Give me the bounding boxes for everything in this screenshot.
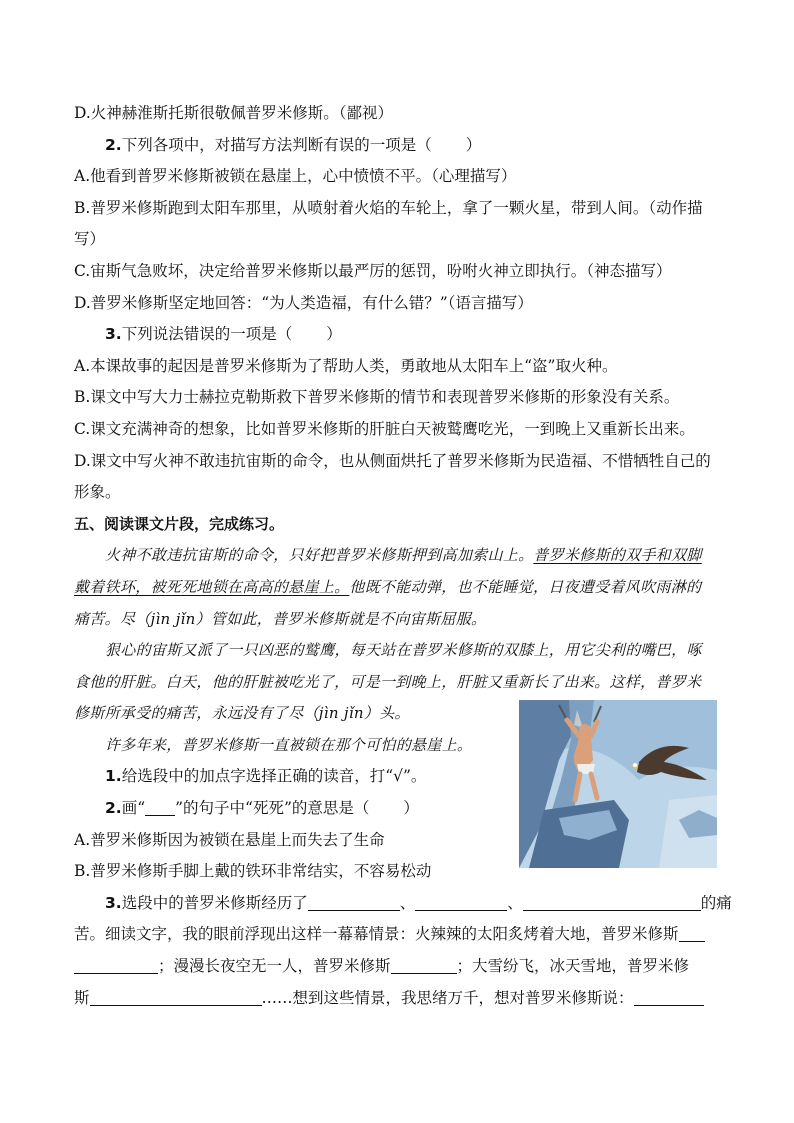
- option-b-q2: B.普罗米修斯跑到太阳车那里，从喷射着火焰的车轮上，拿了一颗火星，带到人间。（动作描: [74, 198, 703, 217]
- option-b-e2: B.普罗米修斯手脚上戴的铁环非常结实，不容易松动: [74, 862, 432, 881]
- separator: 、: [399, 893, 416, 912]
- exercise-3-line-4: [74, 983, 724, 1015]
- fill-blank-1[interactable]: [308, 892, 400, 911]
- underlined-sentence: 普罗米修斯的双手和双脚: [533, 546, 702, 565]
- fill-blank-6[interactable]: [90, 987, 262, 1006]
- illustration-svg: [519, 700, 717, 868]
- fill-blank-5[interactable]: [391, 955, 457, 974]
- passage-para-2-line-2: 食他的肝脏。白天，他的肝脏被吃光了，可是一到晚上，肝脏又重新长了出来。这样，普罗米: [74, 672, 702, 691]
- passage-para-2: 狠心的宙斯又派了一只凶恶的鹫鹰，每天站在普罗米修斯的双膝上，用它尖利的嘴巴，啄: [105, 641, 702, 660]
- passage-text: 火神不敢违抗宙斯的命令，只好把普罗米修斯押到高加索山上。: [105, 546, 534, 565]
- option-b-q3: B.课文中写大力士赫拉克勒斯救下普罗米修斯的情节和表现普罗米修斯的形象没有关系。: [74, 388, 680, 407]
- question-3: [74, 319, 724, 351]
- section-five-heading: 五、阅读课文片段，完成练习。: [74, 514, 285, 533]
- question-text: 斯: [74, 988, 90, 1007]
- option-b-q2-cont: 写）: [74, 230, 106, 249]
- passage-para-3: 许多年来，普罗米修斯一直被锁在那个可怕的悬崖上。: [105, 735, 473, 754]
- question-text: 画“: [121, 799, 146, 818]
- passage-para-1: [74, 540, 724, 572]
- fill-blank-4[interactable]: [679, 923, 705, 942]
- paren-close: ）: [465, 135, 482, 154]
- question-text: ；大雪纷飞，冰天雪地，普罗米修: [456, 957, 690, 976]
- question-text: ”的句子中“死死”的意思是（: [175, 799, 370, 818]
- paren-close: ）: [326, 325, 342, 344]
- option-d-q2: D.普罗米修斯坚定地回答：“为人类造福，有什么错？”（语言描写）: [74, 293, 533, 312]
- question-text: ；漫漫长夜空无一人，普罗米修斯: [158, 957, 391, 976]
- fill-blank-3[interactable]: [523, 892, 701, 911]
- question-number: 2.: [105, 799, 122, 818]
- paren-close: ）: [403, 799, 419, 818]
- question-text: 下列说法错误的一项是（: [121, 325, 293, 344]
- question-number: 3.: [105, 893, 122, 912]
- option-a-q2: A.他看到普罗米修斯被锁在悬崖上，心中愤愤不平。（心理描写）: [74, 167, 517, 186]
- question-text: 给选段中的加点字选择正确的读音，打“√”。: [121, 767, 427, 786]
- passage-text: 他既不能动弹，也不能睡觉，日夜遭受着风吹雨淋的: [349, 577, 702, 596]
- question-text: 的痛: [700, 893, 732, 912]
- question-text: ……想到这些情景，我思绪万千，想对普罗米修斯说：: [261, 988, 634, 1007]
- fill-blank-4-cont[interactable]: [74, 955, 158, 974]
- passage-para-2-line-3: 修斯所承受的痛苦，永远没有了尽（jìn jǐn）头。: [74, 704, 410, 723]
- question-text: 下列各项中，对描写方法判断有误的一项是（: [121, 135, 432, 154]
- question-2: [74, 130, 724, 162]
- exercise-3: [74, 888, 732, 920]
- question-text: 选段中的普罗米修斯经历了: [121, 893, 308, 912]
- question-text: 苦。细读文字，我的眼前浮现出这样一幕幕情景：火辣辣的太阳炙烤着大地，普罗米修斯: [74, 925, 679, 944]
- option-c-q2: C.宙斯气急败坏，决定给普罗米修斯以最严厉的惩罚，吩咐火神立即执行。（神态描写）: [74, 261, 672, 280]
- prometheus-illustration: [519, 700, 717, 868]
- option-a-q3: A.本课故事的起因是普罗米修斯为了帮助人类，勇敢地从太阳车上“盗”取火种。: [74, 356, 618, 375]
- passage-para-1-line-3: 痛苦。尽（jìn jǐn）管如此，普罗米修斯就是不向宙斯屈服。: [74, 609, 487, 628]
- separator: 、: [507, 893, 523, 912]
- question-number: 2.: [105, 135, 122, 154]
- option-a-e2: A.普罗米修斯因为被锁在悬崖上而失去了生命: [74, 830, 385, 849]
- option-c-q3: C.课文充满神奇的想象，比如普罗米修斯的肝脏白天被鹫鹰吃光，一到晚上又重新长出来。: [74, 419, 695, 438]
- option-d-q3-cont: 形象。: [74, 483, 121, 502]
- question-number: 3.: [105, 325, 122, 344]
- underlined-sentence: 戴着铁环，被死死地锁在高高的悬崖上。: [74, 577, 350, 596]
- fill-blank-2[interactable]: [415, 892, 507, 911]
- exercise-3-line-3: [74, 951, 724, 983]
- underline-mark: [145, 797, 175, 816]
- exercise-3-line-2: [74, 919, 724, 951]
- worksheet-page: [74, 98, 732, 1014]
- question-number: 1.: [105, 767, 122, 786]
- option-d-q1: D.火神赫淮斯托斯很敬佩普罗米修斯。（鄙视）: [74, 104, 394, 122]
- passage-para-1-line-2: [74, 572, 724, 604]
- option-d-q3: D.课文中写火神不敢违抗宙斯的命令，也从侧面烘托了普罗米修斯为民造福、不惜牺牲自己的: [74, 451, 711, 470]
- fill-blank-7[interactable]: [634, 987, 704, 1006]
